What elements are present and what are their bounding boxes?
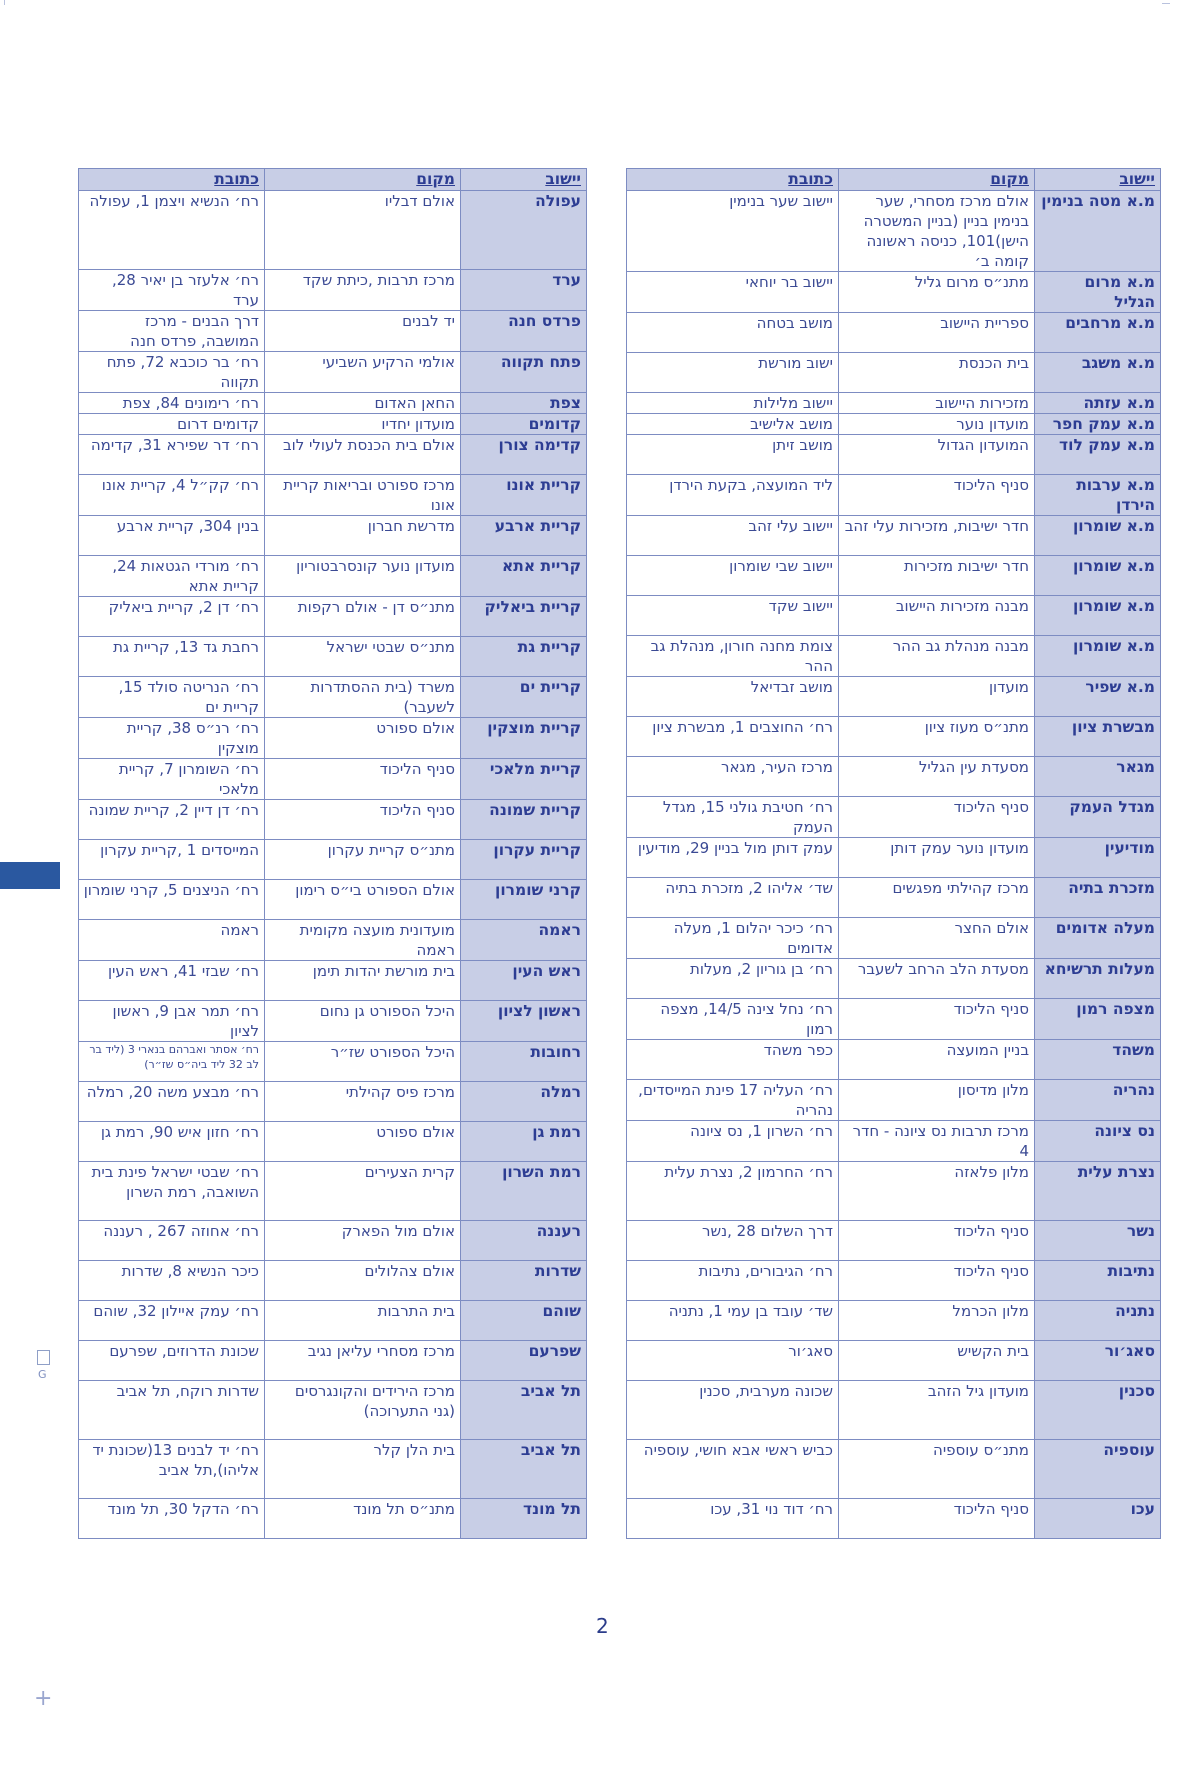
place-cell: מועדון נוער bbox=[839, 414, 1035, 435]
address-cell: רח׳ הגיבורים, נתיבות bbox=[627, 1261, 839, 1301]
place-cell: מתנ״ס תל מונד bbox=[265, 1499, 461, 1539]
address-cell: ראמה bbox=[79, 920, 265, 961]
address-cell: רחבת גד 13, קריית גת bbox=[79, 637, 265, 677]
place-cell: מרכז הירידים והקונגרסים (גני התערוכה) bbox=[265, 1381, 461, 1440]
table-row bbox=[79, 1162, 587, 1221]
place-cell: אולם ספורט bbox=[265, 718, 461, 759]
registration-plus-icon: + bbox=[34, 1686, 53, 1711]
table-row bbox=[79, 270, 587, 311]
place-cell: מסעדת עין הגליל bbox=[839, 757, 1035, 797]
table-row bbox=[79, 1341, 587, 1381]
place-cell: מתנ״ס קריית עקרון bbox=[265, 840, 461, 880]
address-cell: רח׳ השרון 1, נס ציונה bbox=[627, 1121, 839, 1162]
settlement-cell: נס ציונה bbox=[1035, 1121, 1161, 1162]
address-cell: רח׳ כיכר יהלום 1, מעלה אדומים bbox=[627, 918, 839, 959]
table-row bbox=[79, 414, 587, 435]
branches-table-right bbox=[626, 168, 1161, 1539]
settlement-cell: מגאר bbox=[1035, 757, 1161, 797]
table-row bbox=[79, 1301, 587, 1341]
settlement-cell: קריית מלאכי bbox=[461, 759, 587, 800]
place-cell: מתנ״ס שבטי ישראל bbox=[265, 637, 461, 677]
place-cell: אולם מול הפארק bbox=[265, 1221, 461, 1261]
settlement-cell: פתח תקווה bbox=[461, 352, 587, 393]
crop-mark bbox=[1162, 3, 1170, 4]
settlement-cell: קרני שומרון bbox=[461, 880, 587, 920]
settlement-cell: מודיעין bbox=[1035, 838, 1161, 878]
address-cell: שכונת הדרוזים, שפרעם bbox=[79, 1341, 265, 1381]
table-row bbox=[627, 999, 1161, 1040]
settlement-cell: קריית ביאליק bbox=[461, 597, 587, 637]
place-cell: מדרשת חברון bbox=[265, 516, 461, 556]
place-cell: בניין המועצה bbox=[839, 1040, 1035, 1080]
place-cell: מתנ״ס עוספיה bbox=[839, 1440, 1035, 1499]
settlement-cell: תל אביב bbox=[461, 1381, 587, 1440]
address-cell: יישוב בר יוחאי bbox=[627, 272, 839, 313]
settlement-cell: רמת השרון bbox=[461, 1162, 587, 1221]
settlement-cell: עפולה bbox=[461, 191, 587, 270]
table-header-row bbox=[627, 169, 1161, 191]
settlement-cell: ראשון לציון bbox=[461, 1001, 587, 1042]
settlement-cell: מ.א שומרון bbox=[1035, 596, 1161, 636]
address-cell: רח׳ שבזי 41, ראש העין bbox=[79, 961, 265, 1001]
table-row bbox=[627, 1121, 1161, 1162]
table-row bbox=[627, 1341, 1161, 1381]
place-cell: סניף הליכוד bbox=[839, 1261, 1035, 1301]
settlement-cell: נתניה bbox=[1035, 1301, 1161, 1341]
table-row bbox=[79, 961, 587, 1001]
place-cell: סניף הליכוד bbox=[265, 759, 461, 800]
address-cell: רח׳ אחוזה 267 , רעננה bbox=[79, 1221, 265, 1261]
place-cell: מתנ״ס מעוז ציון bbox=[839, 717, 1035, 757]
settlement-cell: קריית ים bbox=[461, 677, 587, 718]
address-cell: רח׳ תמר אבן 9, ראשון לציון bbox=[79, 1001, 265, 1042]
table-row bbox=[627, 596, 1161, 636]
table-row bbox=[79, 800, 587, 840]
address-cell: רח׳ השומרון 7, קריית מלאכי bbox=[79, 759, 265, 800]
table-row bbox=[627, 878, 1161, 918]
place-cell: אולם החצר bbox=[839, 918, 1035, 959]
table-row bbox=[79, 1001, 587, 1042]
table-row bbox=[79, 920, 587, 961]
page-number: 2 bbox=[596, 1614, 609, 1638]
address-cell: כיכר הנשיא 8, שדרות bbox=[79, 1261, 265, 1301]
place-cell: מתנ״ס מרום גליל bbox=[839, 272, 1035, 313]
table-row bbox=[79, 597, 587, 637]
place-cell: מרכז קהילתי מפגשים bbox=[839, 878, 1035, 918]
table-row bbox=[627, 393, 1161, 414]
table-row bbox=[79, 311, 587, 352]
margin-letter: G bbox=[38, 1368, 47, 1381]
table-row bbox=[627, 1221, 1161, 1261]
place-cell: משרד (בית ההסתדרות לשעבר) bbox=[265, 677, 461, 718]
table-row bbox=[79, 516, 587, 556]
table-row bbox=[627, 1040, 1161, 1080]
header-place: מקום bbox=[839, 169, 1035, 191]
place-cell: אולם מרכז מסחרי, שער בנימין בניין (בניין המשטרה הישן)101, כניסה ראשונה קומה ב׳ bbox=[839, 191, 1035, 272]
place-cell: בית הקשיש bbox=[839, 1341, 1035, 1381]
place-cell: מרכז תרבות נס ציונה - חדר 4 bbox=[839, 1121, 1035, 1162]
settlement-cell: קדומים bbox=[461, 414, 587, 435]
place-cell: מלון מדיסון bbox=[839, 1080, 1035, 1121]
address-cell: יישוב עלי זהב bbox=[627, 516, 839, 556]
header-place: מקום bbox=[265, 169, 461, 191]
address-cell: רח׳ מורדי הגטאות 24, קריית אתא bbox=[79, 556, 265, 597]
address-cell: מושב בטחה bbox=[627, 313, 839, 353]
settlement-cell: מ.א שומרון bbox=[1035, 516, 1161, 556]
address-cell: רח׳ בן גוריון 2, מעלות bbox=[627, 959, 839, 999]
table-row bbox=[627, 677, 1161, 717]
place-cell: היכל הספורט גן נחום bbox=[265, 1001, 461, 1042]
settlement-cell: רמת גן bbox=[461, 1122, 587, 1162]
settlement-cell: שדרות bbox=[461, 1261, 587, 1301]
place-cell: מרכז פיס קהילתי bbox=[265, 1082, 461, 1122]
place-cell: מועדונית מועצה מקומית ראמה bbox=[265, 920, 461, 961]
table-row bbox=[627, 717, 1161, 757]
place-cell: יד לבנים bbox=[265, 311, 461, 352]
address-cell: רח׳ קק״ל 4, קריית אונו bbox=[79, 475, 265, 516]
place-cell: מלון הכרמל bbox=[839, 1301, 1035, 1341]
address-cell: רח׳ החרמון 2, נצרת עלית bbox=[627, 1162, 839, 1221]
place-cell: מזכירות היישוב bbox=[839, 393, 1035, 414]
section-tab-marker bbox=[0, 862, 60, 889]
settlement-cell: נהריה bbox=[1035, 1080, 1161, 1121]
table-row bbox=[627, 1499, 1161, 1539]
table-row bbox=[79, 1122, 587, 1162]
settlement-cell: קריית מוצקין bbox=[461, 718, 587, 759]
margin-box-icon bbox=[37, 1350, 50, 1365]
place-cell: בית מורשת יהדות תימן bbox=[265, 961, 461, 1001]
place-cell: מרכז תרבות ,כיתת שקד bbox=[265, 270, 461, 311]
table-row bbox=[79, 1042, 587, 1082]
place-cell: מועדון נוער קונסרבטוריון bbox=[265, 556, 461, 597]
settlement-cell: רעננה bbox=[461, 1221, 587, 1261]
address-cell: כביש ראשי אבא חושי, עוספיה bbox=[627, 1440, 839, 1499]
place-cell: אולם צהלולים bbox=[265, 1261, 461, 1301]
settlement-cell: קריית ארבע bbox=[461, 516, 587, 556]
table-row bbox=[79, 435, 587, 475]
address-cell: שד׳ עובד בן עמי 1, נתניה bbox=[627, 1301, 839, 1341]
address-cell: רח׳ דן דיין 2, קריית שמונה bbox=[79, 800, 265, 840]
settlement-cell: מ.א עמק חפר bbox=[1035, 414, 1161, 435]
address-cell: רח׳ הדקל 30, תל מונד bbox=[79, 1499, 265, 1539]
table-row bbox=[627, 556, 1161, 596]
place-cell: אולם ספורט bbox=[265, 1122, 461, 1162]
table-row bbox=[627, 1440, 1161, 1499]
place-cell: סניף הליכוד bbox=[839, 797, 1035, 838]
address-cell: רח׳ דן 2, קריית ביאליק bbox=[79, 597, 265, 637]
settlement-cell: מגדל העמק bbox=[1035, 797, 1161, 838]
settlement-cell: תל מונד bbox=[461, 1499, 587, 1539]
place-cell: החאן האדום bbox=[265, 393, 461, 414]
address-cell: רח׳ נחל צינה 14/5, מצפה רמון bbox=[627, 999, 839, 1040]
table-header-row bbox=[79, 169, 587, 191]
address-cell: צומת מחנה חורון, מנהלת גב ההר bbox=[627, 636, 839, 677]
address-cell: רח׳ העליה 17 פינת המייסדים, נהריה bbox=[627, 1080, 839, 1121]
address-cell: יישוב שקד bbox=[627, 596, 839, 636]
address-cell: רח׳ הנשיא ויצמן 1, עפולה bbox=[79, 191, 265, 270]
address-cell: מרכז העיר, מגאר bbox=[627, 757, 839, 797]
table-row bbox=[627, 1261, 1161, 1301]
settlement-cell: נצרת עלית bbox=[1035, 1162, 1161, 1221]
address-cell: עמק דותן מול בניין 29, מודיעין bbox=[627, 838, 839, 878]
address-cell: קדומים דרום bbox=[79, 414, 265, 435]
place-cell: סניף הליכוד bbox=[839, 1499, 1035, 1539]
address-cell: יישוב מלילות bbox=[627, 393, 839, 414]
address-cell: רח׳ רימונים 84, צפת bbox=[79, 393, 265, 414]
table-row bbox=[79, 759, 587, 800]
place-cell: מבנה מנהלת גב ההר bbox=[839, 636, 1035, 677]
address-cell: יישוב שבי שומרון bbox=[627, 556, 839, 596]
place-cell: בית התרבות bbox=[265, 1301, 461, 1341]
place-cell: אולם דבליו bbox=[265, 191, 461, 270]
place-cell: אולם בית הכנסת לעולי לוב bbox=[265, 435, 461, 475]
place-cell: מועדון יחדיו bbox=[265, 414, 461, 435]
address-cell: רח׳ אסתר ואברהם בנארי 3 (ליד בר לב 32 ליד ביה״ס שז״ר) bbox=[79, 1042, 265, 1082]
settlement-cell: מ.א משגב bbox=[1035, 353, 1161, 393]
settlement-cell: מ.א שומרון bbox=[1035, 636, 1161, 677]
address-cell: שדרות רוקח, תל אביב bbox=[79, 1381, 265, 1440]
place-cell: מועדון גיל הזהב bbox=[839, 1381, 1035, 1440]
place-cell: היכל הספורט שז״ר bbox=[265, 1042, 461, 1082]
place-cell: חדר ישיבות מזכירות bbox=[839, 556, 1035, 596]
table-row bbox=[627, 191, 1161, 272]
table-row bbox=[79, 880, 587, 920]
address-cell: רח׳ חזון איש 90, רמת גן bbox=[79, 1122, 265, 1162]
settlement-cell: שפרעם bbox=[461, 1341, 587, 1381]
table-row bbox=[79, 191, 587, 270]
table-row bbox=[627, 1381, 1161, 1440]
settlement-cell: תל אביב bbox=[461, 1440, 587, 1499]
address-cell: מושב אלישיב bbox=[627, 414, 839, 435]
place-cell: מרכז מסחרי עליאן נגיב bbox=[265, 1341, 461, 1381]
address-cell: רח׳ שבטי ישראל פינת בית השואבה, רמת השרון bbox=[79, 1162, 265, 1221]
place-cell: מועדון bbox=[839, 677, 1035, 717]
address-cell: רח׳ יד לבנים 13(שכונת יד אליהו),תל אביב bbox=[79, 1440, 265, 1499]
address-cell: דרך השלום 28 ,נשר bbox=[627, 1221, 839, 1261]
address-cell: סאג׳ור bbox=[627, 1341, 839, 1381]
settlement-cell: נתיבות bbox=[1035, 1261, 1161, 1301]
settlement-cell: רמלה bbox=[461, 1082, 587, 1122]
header-settlement: יישוב bbox=[1035, 169, 1161, 191]
table-row bbox=[79, 393, 587, 414]
settlement-cell: רחובות bbox=[461, 1042, 587, 1082]
place-cell: בית הלן קלר bbox=[265, 1440, 461, 1499]
table-row bbox=[627, 918, 1161, 959]
settlement-cell: קריית גת bbox=[461, 637, 587, 677]
place-cell: מבנה מזכירות היישוב bbox=[839, 596, 1035, 636]
address-cell: רח׳ עמק איילון 32, שוהם bbox=[79, 1301, 265, 1341]
address-cell: רח׳ חטיבת גולני 15, מגדל העמק bbox=[627, 797, 839, 838]
settlement-cell: שוהם bbox=[461, 1301, 587, 1341]
settlement-cell: עכו bbox=[1035, 1499, 1161, 1539]
place-cell: סניף הליכוד bbox=[265, 800, 461, 840]
settlement-cell: מ.א מרחבים bbox=[1035, 313, 1161, 353]
branches-table-left bbox=[78, 168, 587, 1539]
address-cell: שד׳ אליהו 2, מזכרת בתיה bbox=[627, 878, 839, 918]
table-row bbox=[79, 840, 587, 880]
place-cell: סניף הליכוד bbox=[839, 1221, 1035, 1261]
settlement-cell: צפת bbox=[461, 393, 587, 414]
table-row bbox=[627, 475, 1161, 516]
table-row bbox=[79, 1499, 587, 1539]
place-cell: בית הכנסת bbox=[839, 353, 1035, 393]
settlement-cell: מעלה אדומים bbox=[1035, 918, 1161, 959]
settlement-cell: ערד bbox=[461, 270, 587, 311]
address-cell: מושב זיתן bbox=[627, 435, 839, 475]
table-row bbox=[627, 797, 1161, 838]
address-cell: רח׳ הניצנים 5, קרני שומרון bbox=[79, 880, 265, 920]
table-row bbox=[79, 1381, 587, 1440]
settlement-cell: קדימה צורן bbox=[461, 435, 587, 475]
table-row bbox=[627, 1162, 1161, 1221]
settlement-cell: קריית אתא bbox=[461, 556, 587, 597]
place-cell: קרית הצעירים bbox=[265, 1162, 461, 1221]
table-row bbox=[627, 516, 1161, 556]
place-cell: המועדון הגדול bbox=[839, 435, 1035, 475]
address-cell: רח׳ רנ״ס 38, קריית מוצקין bbox=[79, 718, 265, 759]
settlement-cell: סאג׳ור bbox=[1035, 1341, 1161, 1381]
table-row bbox=[627, 1080, 1161, 1121]
settlement-cell: מצפה רמון bbox=[1035, 999, 1161, 1040]
place-cell: מתנ״ס דן - אולם רקפות bbox=[265, 597, 461, 637]
table-row bbox=[79, 677, 587, 718]
table-row bbox=[627, 313, 1161, 353]
address-cell: מושב זבדיאל bbox=[627, 677, 839, 717]
address-cell: רח׳ מבצע משה 20, רמלה bbox=[79, 1082, 265, 1122]
settlement-cell: קריית עקרון bbox=[461, 840, 587, 880]
table-row bbox=[79, 1082, 587, 1122]
table-row bbox=[79, 556, 587, 597]
header-address: כתובת bbox=[79, 169, 265, 191]
table-row bbox=[79, 637, 587, 677]
place-cell: מועדון נוער עמק דותן bbox=[839, 838, 1035, 878]
table-row bbox=[627, 353, 1161, 393]
table-row bbox=[627, 414, 1161, 435]
place-cell: מסעדת הלב הרחב לשעבר bbox=[839, 959, 1035, 999]
address-cell: רח׳ דוד נוי 31, עכו bbox=[627, 1499, 839, 1539]
place-cell: אולם הספורט בי״ס רימון bbox=[265, 880, 461, 920]
table-row bbox=[79, 352, 587, 393]
address-cell: ישוב מורשת bbox=[627, 353, 839, 393]
settlement-cell: פרדס חנה bbox=[461, 311, 587, 352]
settlement-cell: מעלות תרשיחא bbox=[1035, 959, 1161, 999]
place-cell: מרכז ספורט ובריאות קריית אונו bbox=[265, 475, 461, 516]
settlement-cell: סכנין bbox=[1035, 1381, 1161, 1440]
settlement-cell: עוספיה bbox=[1035, 1440, 1161, 1499]
crop-mark bbox=[4, 0, 5, 5]
settlement-cell: מ.א עזתה bbox=[1035, 393, 1161, 414]
table-row bbox=[79, 1221, 587, 1261]
place-cell: ספריית היישוב bbox=[839, 313, 1035, 353]
address-cell: רח׳ החוצבים 1, מבשרת ציון bbox=[627, 717, 839, 757]
settlement-cell: מ.א מטה בנימין bbox=[1035, 191, 1161, 272]
table-row bbox=[627, 1301, 1161, 1341]
address-cell: ליד המועצה, בקעת הירדן bbox=[627, 475, 839, 516]
address-cell: שכונה מערבית, סכנין bbox=[627, 1381, 839, 1440]
settlement-cell: קריית שמונה bbox=[461, 800, 587, 840]
table-row bbox=[627, 272, 1161, 313]
table-row bbox=[79, 475, 587, 516]
settlement-cell: מ.א ערבות הירדן bbox=[1035, 475, 1161, 516]
header-settlement: יישוב bbox=[461, 169, 587, 191]
place-cell: חדר ישיבות, מזכירות עלי זהב bbox=[839, 516, 1035, 556]
address-cell: המייסדים 1 ,קריית עקרון bbox=[79, 840, 265, 880]
table-row bbox=[627, 959, 1161, 999]
address-cell: רח׳ בר כוכבא 72, פתח תקווה bbox=[79, 352, 265, 393]
settlement-cell: ראש העין bbox=[461, 961, 587, 1001]
place-cell: סניף הליכוד bbox=[839, 999, 1035, 1040]
settlement-cell: ראמה bbox=[461, 920, 587, 961]
table-row bbox=[79, 1261, 587, 1301]
address-cell: דרך הבנים - מרכז המושבה, פרדס חנה bbox=[79, 311, 265, 352]
place-cell: סניף הליכוד bbox=[839, 475, 1035, 516]
settlement-cell: משהד bbox=[1035, 1040, 1161, 1080]
address-cell: רח׳ אלעזר בן יאיר 28, ערד bbox=[79, 270, 265, 311]
table-row bbox=[627, 435, 1161, 475]
settlement-cell: קריית אונו bbox=[461, 475, 587, 516]
settlement-cell: מזכרת בתיה bbox=[1035, 878, 1161, 918]
address-cell: רח׳ דר שפירא 31, קדימה bbox=[79, 435, 265, 475]
place-cell: מלון פלאזה bbox=[839, 1162, 1035, 1221]
address-cell: רח׳ הנריטה סולד 15, קריית ים bbox=[79, 677, 265, 718]
address-cell: יישוב שער בנימין bbox=[627, 191, 839, 272]
settlement-cell: מ.א שומרון bbox=[1035, 556, 1161, 596]
table-row bbox=[79, 1440, 587, 1499]
settlement-cell: נשר bbox=[1035, 1221, 1161, 1261]
address-cell: כפר משהד bbox=[627, 1040, 839, 1080]
table-row bbox=[627, 636, 1161, 677]
place-cell: אולמי הרקיע השביעי bbox=[265, 352, 461, 393]
table-row bbox=[79, 718, 587, 759]
header-address: כתובת bbox=[627, 169, 839, 191]
settlement-cell: מבשרת ציון bbox=[1035, 717, 1161, 757]
table-row bbox=[627, 757, 1161, 797]
settlement-cell: מ.א שפיר bbox=[1035, 677, 1161, 717]
settlement-cell: מ.א מרום הגליל bbox=[1035, 272, 1161, 313]
settlement-cell: מ.א עמק לוד bbox=[1035, 435, 1161, 475]
address-cell: בנין 304, קריית ארבע bbox=[79, 516, 265, 556]
table-row bbox=[627, 838, 1161, 878]
